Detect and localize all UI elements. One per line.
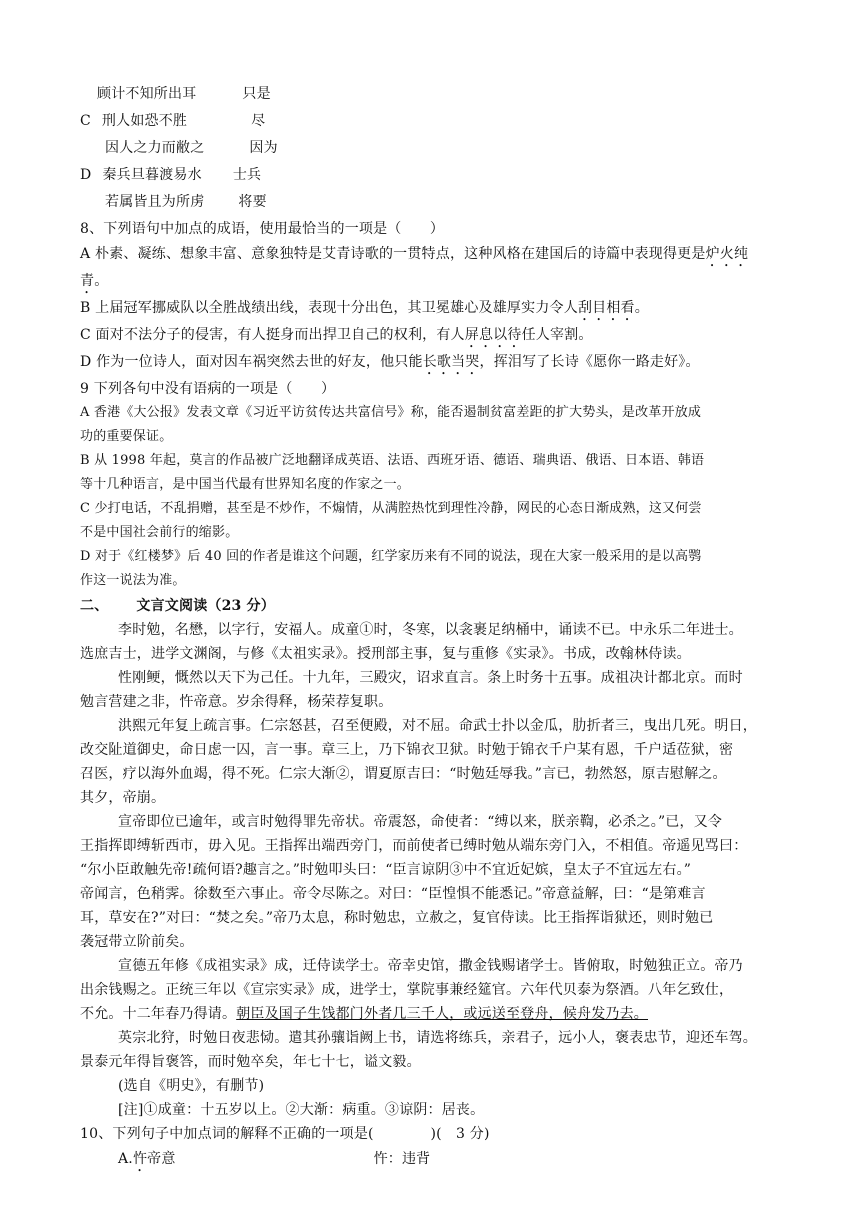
passage-line: 宣德五年修《成祖实录》成，迁侍读学士。帝幸史馆，撒金钱赐诸学士。皆俯取，时勉独正立。帝乃 <box>118 958 743 974</box>
q7-option-line <box>80 166 261 184</box>
passage-line: 洪熙元年复上疏言事。仁宗怒甚，召至便殿，对不屈。命武士扑以金瓜，肋折者三，曳出几死。明日， <box>118 718 757 734</box>
passage-line: 李时勉，名懋，以字行，安福人。成童①时，冬寒，以衾裹足纳桶中，诵读不已。中永乐二年进士。 <box>118 622 743 638</box>
q10-option-letter: A. <box>118 1151 133 1167</box>
underlined-sentence: 朝臣及国子生饯都门外者几三千人，或远送至登舟，候舟发乃去。 <box>236 1006 649 1022</box>
q8-stem: 8、下列语句中加点的成语，使用最恰当的一项是（ ） <box>80 221 445 237</box>
q7-item-gloss: 尽 <box>251 113 266 129</box>
q7-item-text: 顾计不知所出耳 <box>97 86 197 102</box>
q7-option-line <box>80 112 265 130</box>
passage-line: 景泰元年得旨褒答，而时勉卒矣，年七十七，谥文毅。 <box>80 1054 421 1070</box>
q7-item-gloss: 将要 <box>238 194 267 210</box>
passage-line: 英宗北狩，时勉日夜悲恸。遣其孙骧诣阙上书，请选将练兵，亲君子，远小人，褒表忠节，迎还车驾。 <box>118 1030 757 1046</box>
q9-option-a: A 香港《大公报》发表文章《习近平访贫传达共富信号》称，能否遏制贫富差距的扩大势头，是改革开放成 <box>80 405 702 420</box>
q8-option-b-idiom: 刮目相看 <box>577 300 635 316</box>
q10-gloss: 忤：违背 <box>373 1151 431 1167</box>
passage-line: 帝闻言，色稍霁。徐数至六事止。帝令尽陈之。对曰：“臣惶惧不能悉记。”帝意益解，曰：“是第难言 <box>80 886 706 902</box>
section-title: 文言文阅读（23 分） <box>136 598 275 614</box>
q7-item-text: 因人之力而敝之 <box>105 140 205 156</box>
q8-option-a-cont: 青。 <box>80 273 109 289</box>
q9-option-a-cont: 功的重要保证。 <box>80 429 173 444</box>
passage-source: (选自《明史》，有删节) <box>118 1078 265 1094</box>
q10-dotted-word: 忤 <box>132 1151 148 1167</box>
q7-option-letter: D <box>80 167 92 183</box>
q9-option-b-cont: 等十几种语言，是中国当代最有世界知名度的作家之一。 <box>80 477 411 492</box>
q9-option-c-cont: 不是中国社会前行的缩影。 <box>80 525 239 540</box>
passage-line: 耳，草安在?”对曰：“焚之矣。”帝乃太息，称时勉忠，立赦之，复官侍读。比王指挥诣狱还，则时勉已 <box>80 910 714 926</box>
q8-option-d-idiom: 长歌当哭 <box>422 354 480 370</box>
passage-line: 性刚鲠，慨然以天下为己任。十九年，三殿灾，诏求直言。条上时务十五事。成祖决计都北京。而时 <box>118 670 743 686</box>
q8-option-a-idiom-end: 青 <box>80 273 95 289</box>
q7-item-gloss: 士兵 <box>232 167 262 183</box>
q8-option-a-idiom: 炉火纯 <box>705 246 749 262</box>
passage-line: 选庶吉士，进学文渊阁，与修《太祖实录》。授刑部主事，复与重修《实录》。书成，改翰林侍读。 <box>80 646 691 662</box>
q10-option-a: A.忤帝意 忤：违背 <box>118 1151 431 1167</box>
q9-option-b: B 从 1998 年起，莫言的作品被广泛地翻译成英语、法语、西班牙语、德语、瑞典语、俄语、日本语、韩语 <box>80 453 705 468</box>
passage-line: 袭冠带立阶前矣。 <box>80 934 194 950</box>
q7-option-line <box>105 193 267 211</box>
q8-option-c: C 面对不法分子的侵害，有人挺身而出捍卫自己的权利，有人屏息以待任人宰割。 <box>80 327 593 343</box>
q9-option-d-cont: 作这一说法为准。 <box>80 573 186 588</box>
passage-line: “尔小臣敢触先帝!疏何语?趣言之。”时勉叩头曰：“臣言谅阴③中不宜近妃嫔，皇太子不宜远左右。” <box>80 862 692 878</box>
q9-stem: 9 下列各句中没有语病的一项是（ ） <box>80 381 336 397</box>
q8-option-a: A 朴素、凝练、想象丰富、意象独特是艾青诗歌的一贯特点，这种风格在建国后的诗篇中表现得更是炉火纯 <box>80 246 749 262</box>
q7-option-line <box>105 139 278 157</box>
q7-option-line <box>97 85 271 103</box>
q9-option-c: C 少打电话，不乱捐赠，甚至是不炒作，不煽情，从满腔热忱到理性冷静，网民的心态日渐成熟，这又何尝 <box>80 501 702 516</box>
section-number: 二、 <box>80 598 109 614</box>
q9-option-d: D 对于《红楼梦》后 40 回的作者是谁这个问题，红学家历来有不同的说法，现在大家一般采用的是以高鹗 <box>80 549 702 564</box>
passage-line: 改交阯道御史，命日虑一囚，言一事。章三上，乃下锦衣卫狱。时勉于锦衣千户某有恩，千户适莅狱，密 <box>80 742 734 758</box>
q8-option-b: B 上届冠军挪威队以全胜战绩出线，表现十分出色，其卫冕雄心及雄厚实力令人刮目相看。 <box>80 300 649 316</box>
q10-stem: 10、下列句子中加点词的解释不正确的一项是( )( 3 分) <box>80 1126 490 1142</box>
passage-line: 不允。十二年春乃得请。朝臣及国子生饯都门外者几三千人，或远送至登舟，候舟发乃去。 <box>80 1006 649 1022</box>
passage-line: 勉言营建之非，忤帝意。岁余得释，杨荣荐复职。 <box>80 694 393 710</box>
passage-line: 王指挥即缚斩西市，毋入见。王指挥出端西旁门，而前使者已缚时勉从端东旁门入，不相值。帝遥见骂曰： <box>80 838 748 854</box>
q7-item-text: 刑人如恐不胜 <box>101 113 188 129</box>
q7-item-gloss: 只是 <box>242 86 271 102</box>
passage-line: 召医，疗以海外血竭，得不死。仁宗大渐②，谓夏原吉曰：“时勉廷辱我。”言已，勃然怒，原吉慰解之。 <box>80 766 727 782</box>
q7-item-gloss: 因为 <box>249 140 278 156</box>
passage-line: 其夕，帝崩。 <box>80 790 166 806</box>
q8-option-c-idiom: 屏息以待 <box>464 327 522 343</box>
q8-option-d: D 作为一位诗人，面对因车祸突然去世的好友，他只能长歌当哭，挥泪写了长诗《愿你一路走好》。 <box>80 354 700 370</box>
passage-line: 宣帝即位已逾年，或言时勉得罪先帝状。帝震怒，命使者：“缚以来，朕亲鞫，必杀之。”已，又令 <box>118 814 723 830</box>
q7-option-letter: C <box>80 113 91 129</box>
section-heading <box>80 597 275 615</box>
q7-item-text: 若属皆且为所虏 <box>105 194 205 210</box>
passage-notes: [注]①成童：十五岁以上。②大渐：病重。③谅阴：居丧。 <box>118 1102 485 1118</box>
q7-item-text: 秦兵旦暮渡易水 <box>102 167 202 183</box>
passage-line: 出余钱赐之。正统三年以《宣宗实录》成，进学士，掌院事兼经筵官。六年代贝泰为祭酒。八年乞致仕， <box>80 982 734 998</box>
